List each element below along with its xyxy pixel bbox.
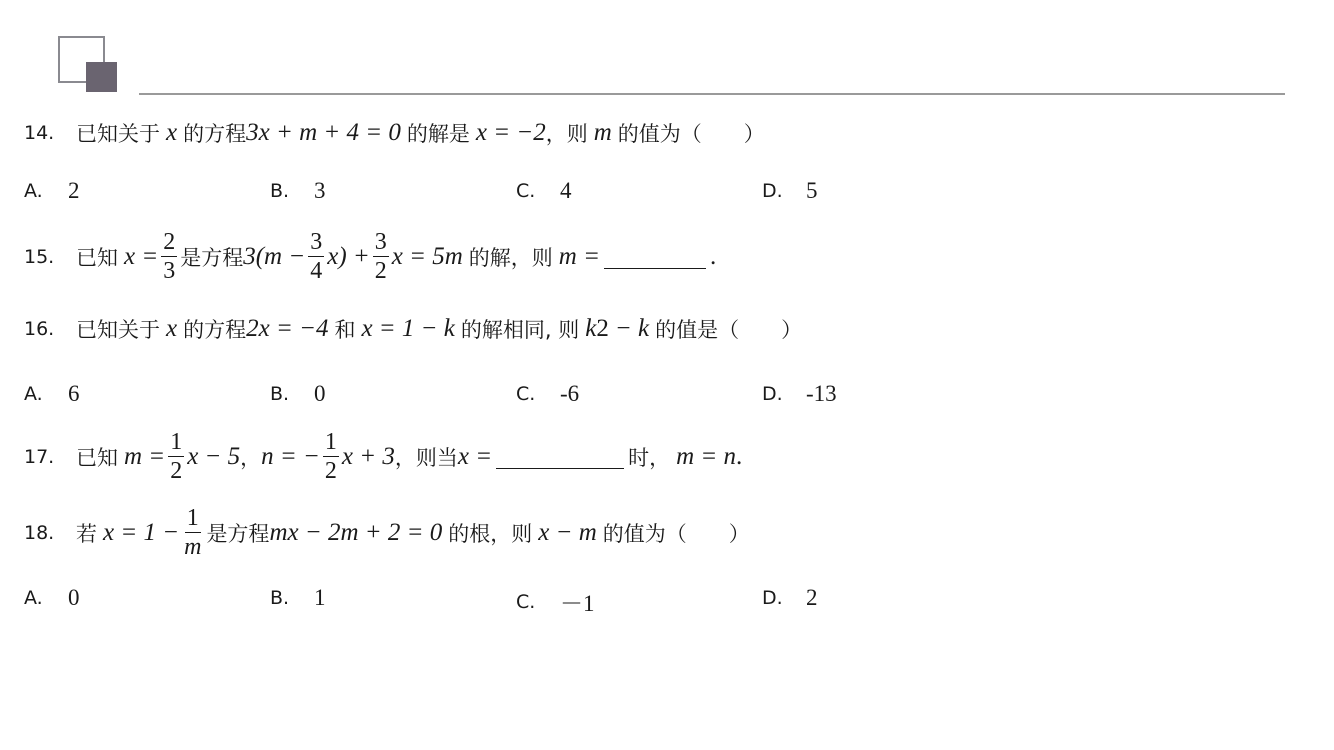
fraction-denominator: 2 (374, 258, 387, 284)
fraction-denominator: 3 (163, 258, 176, 284)
math-expr: x = (457, 442, 493, 470)
question-text: 的值是（ ） (655, 318, 803, 342)
question-text: 已知 (76, 245, 118, 270)
option-label: C. (516, 590, 536, 613)
option-b[interactable] (270, 585, 326, 611)
option-value: 2 (806, 585, 818, 610)
math-expr: 3(m − (243, 242, 306, 270)
question-text: ，则当 (394, 445, 458, 470)
question-number: 14. (24, 122, 55, 144)
math-expr: x) + (327, 242, 370, 270)
math-equation: 3x + m + 4 = 0 (246, 119, 401, 146)
math-expr: n = − (261, 442, 320, 470)
fraction-numerator: 1 (186, 505, 199, 531)
math-expr: x = (124, 242, 159, 270)
math-expr: m = n (676, 442, 737, 470)
option-label: B. (270, 383, 290, 405)
math-expr: x + 3 (341, 442, 395, 470)
option-value: 2 (68, 178, 80, 203)
option-b[interactable] (270, 381, 326, 407)
question-text: 的解，则 (468, 245, 553, 270)
option-label: B. (270, 587, 290, 609)
question-18 (24, 504, 750, 561)
question-text: 的值为（ ） (602, 521, 750, 546)
option-label: D. (762, 587, 783, 609)
answer-blank[interactable] (604, 244, 706, 269)
question-16 (24, 314, 802, 344)
question-text: 时， (628, 445, 671, 470)
math-var: m (593, 119, 612, 146)
question-number: 18. (24, 521, 55, 544)
math-equation: x = 1 − k (361, 315, 455, 342)
question-text: 是方程 (206, 521, 270, 546)
option-label: A. (24, 180, 43, 202)
option-label: D. (762, 180, 783, 202)
header-divider (139, 93, 1285, 95)
question-text: 的方程 (183, 318, 247, 342)
math-expr: x = 5m (391, 242, 463, 270)
math-expr: m = (558, 242, 600, 270)
option-label: D. (762, 383, 783, 405)
fraction-numerator: 2 (163, 229, 176, 255)
math-var: k (585, 315, 597, 342)
options-q14 (24, 178, 924, 208)
fraction-denominator: 2 (170, 458, 183, 484)
option-c[interactable] (516, 381, 579, 407)
question-text: 是方程 (180, 245, 244, 270)
option-b[interactable] (270, 178, 326, 204)
option-label: C. (516, 383, 536, 405)
option-label: A. (24, 383, 43, 405)
math-solution: x = −2 (475, 119, 546, 146)
option-a[interactable] (24, 381, 80, 407)
fraction (373, 228, 389, 285)
question-17 (24, 428, 742, 485)
option-label: B. (270, 180, 290, 202)
option-d[interactable] (762, 585, 818, 611)
option-value: -13 (806, 381, 837, 406)
fraction (182, 504, 203, 561)
question-text: 已知 (76, 445, 118, 470)
option-c[interactable] (516, 585, 595, 618)
option-value: 0 (68, 585, 80, 610)
option-value: 3 (314, 178, 326, 203)
question-15 (24, 228, 716, 285)
options-q16 (24, 381, 924, 411)
option-value: 4 (560, 178, 572, 203)
question-text: 的解是 (406, 122, 470, 146)
question-14 (24, 118, 765, 148)
fraction-denominator: 4 (310, 258, 323, 284)
option-a[interactable] (24, 178, 80, 204)
question-number: 17. (24, 445, 55, 468)
option-c[interactable] (516, 178, 572, 204)
fraction-denominator: 2 (324, 458, 337, 484)
fraction (168, 428, 184, 485)
question-text: 已知关于 (76, 318, 160, 342)
math-expr: x = 1 − (103, 518, 180, 546)
math-expr: − k (614, 315, 650, 342)
question-number: 16. (24, 318, 55, 340)
math-exponent: 2 (596, 315, 609, 342)
option-value: 1 (314, 585, 326, 610)
fraction (308, 228, 324, 285)
option-label: A. (24, 587, 43, 609)
punctuation: . (709, 242, 717, 270)
math-expr: m = (124, 442, 166, 470)
question-text: 已知关于 (76, 122, 160, 146)
option-label: C. (516, 180, 536, 202)
option-value: 6 (68, 381, 80, 406)
fraction-numerator: 3 (374, 229, 387, 255)
separator: ， (240, 445, 262, 470)
question-text: 的值为（ ） (617, 122, 765, 146)
math-equation: mx − 2m + 2 = 0 (269, 518, 443, 546)
option-value: -6 (560, 381, 580, 406)
fraction-numerator: 1 (324, 429, 337, 455)
question-text: 和 (334, 318, 356, 342)
punctuation: . (736, 442, 743, 470)
fraction-numerator: 3 (310, 229, 323, 255)
fraction (323, 428, 339, 485)
question-number: 15. (24, 245, 55, 268)
header-logo-filled-square (86, 62, 117, 92)
option-value: －1 (560, 591, 595, 616)
math-expr: x − m (538, 518, 597, 546)
math-var: x (166, 315, 178, 342)
option-a[interactable] (24, 585, 80, 611)
question-text: ，则 (545, 122, 588, 146)
fraction (161, 228, 177, 285)
question-text: 的方程 (183, 122, 247, 146)
option-d[interactable] (762, 381, 837, 407)
answer-blank[interactable] (496, 444, 624, 469)
option-value: 5 (806, 178, 818, 203)
question-text: 的根，则 (448, 521, 533, 546)
options-q18 (24, 585, 924, 615)
option-d[interactable] (762, 178, 818, 204)
math-var: x (166, 119, 178, 146)
option-value: 0 (314, 381, 326, 406)
math-equation: 2x = −4 (246, 315, 329, 342)
fraction-numerator: 1 (170, 429, 183, 455)
math-expr: x − 5 (187, 442, 241, 470)
question-text: 若 (76, 521, 97, 546)
question-text: 的解相同, 则 (460, 318, 580, 342)
fraction-denominator: m (184, 534, 202, 560)
